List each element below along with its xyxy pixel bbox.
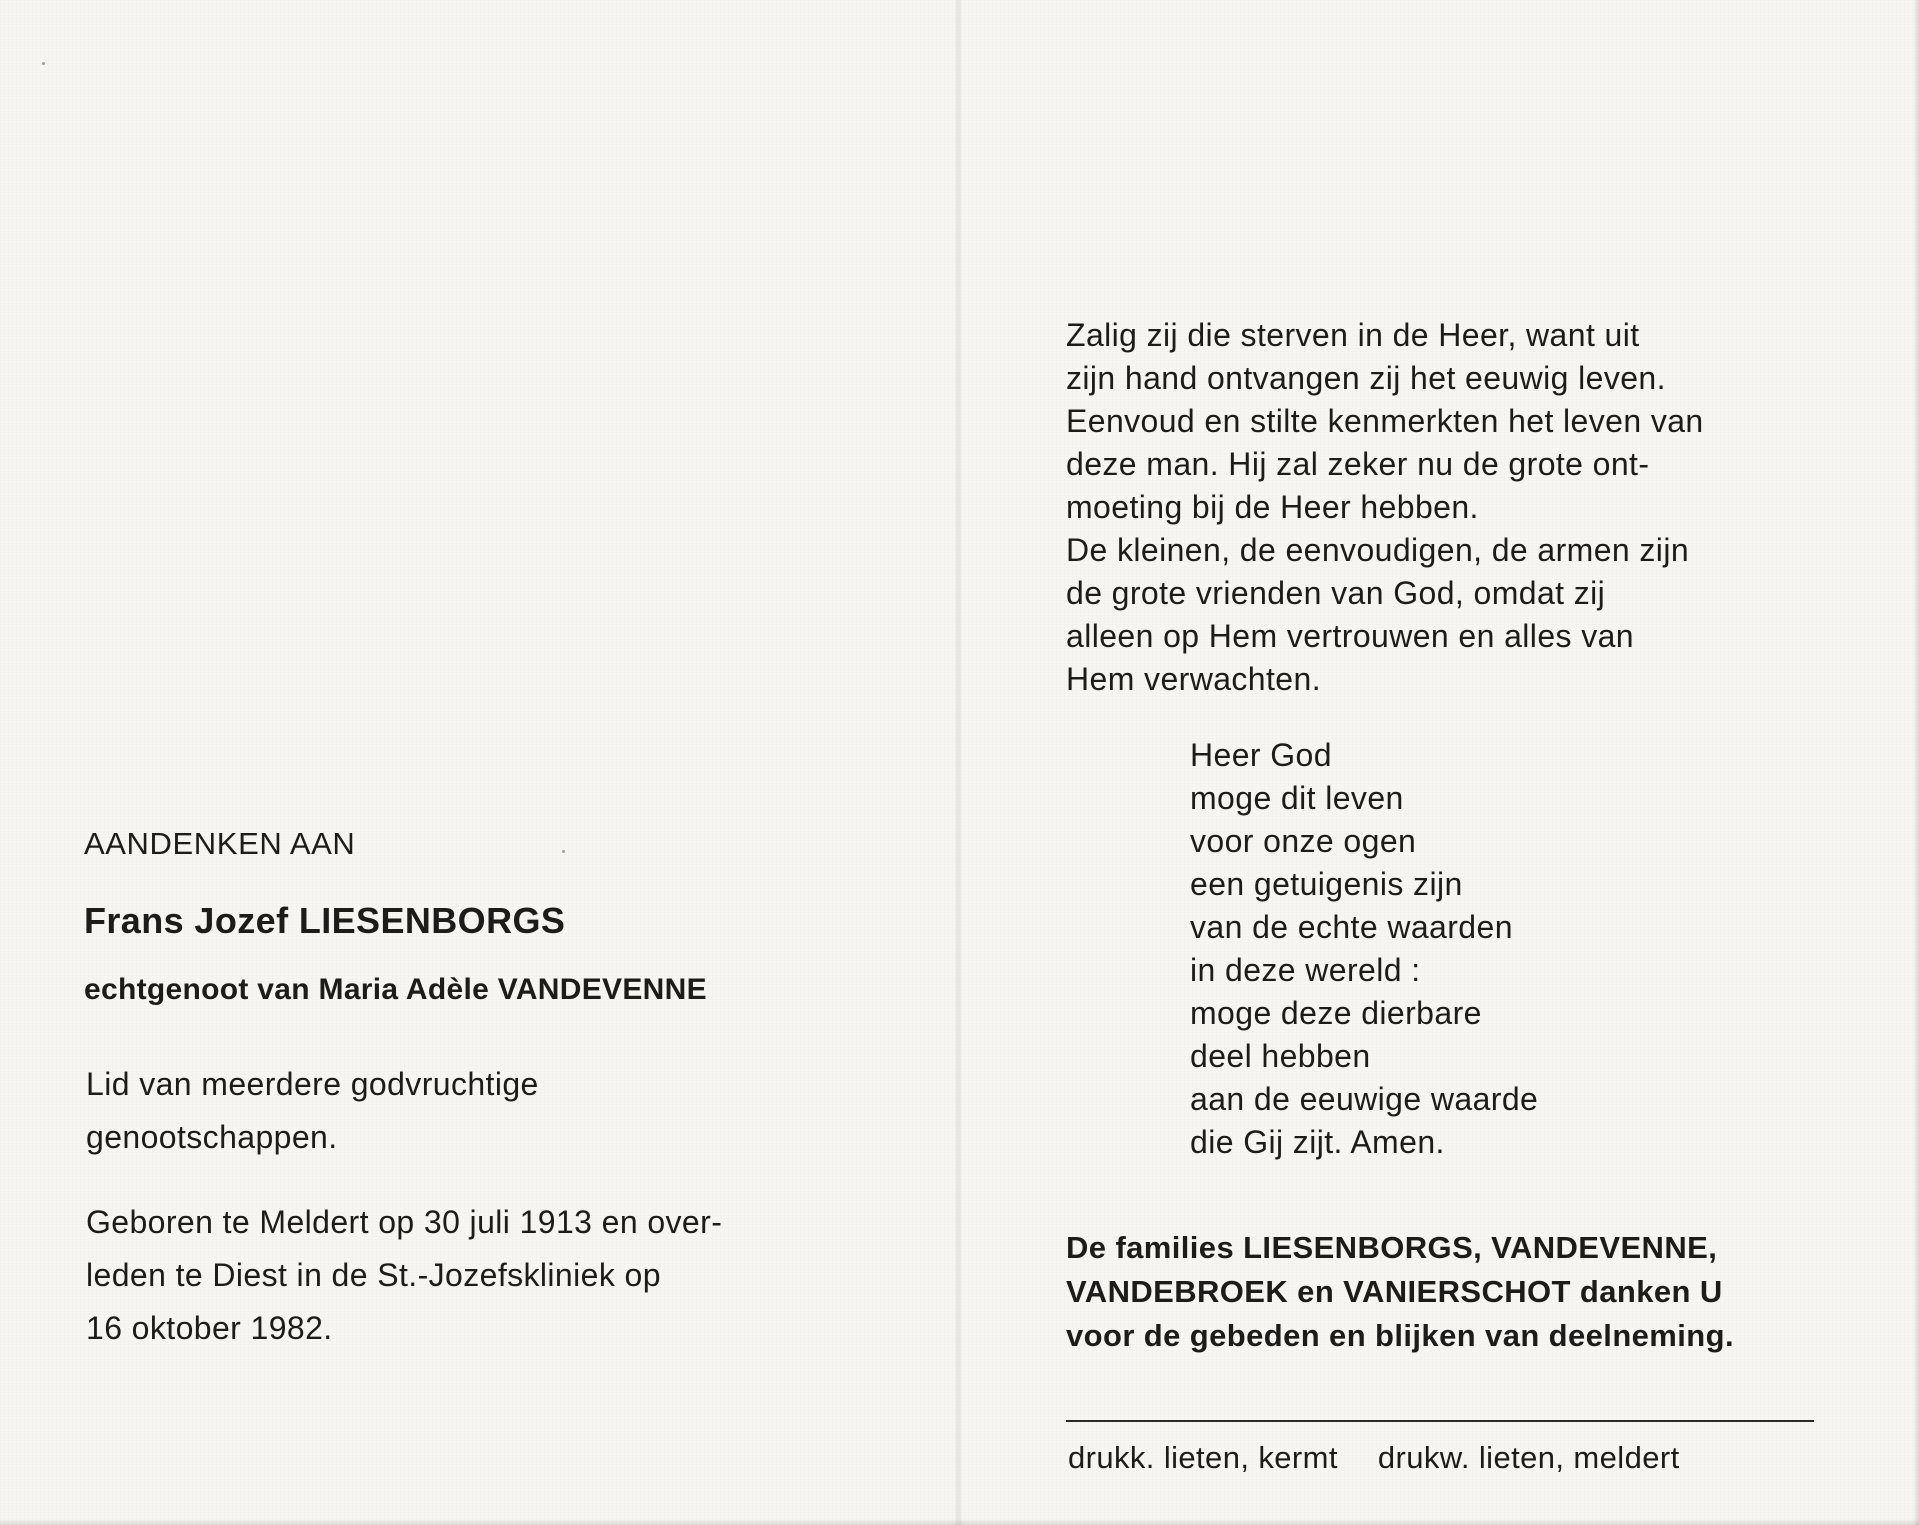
card-bottom-edge [0, 1519, 1919, 1525]
paper-speck [562, 850, 565, 853]
text-line: Eenvoud en stilte kenmerkten het leven van [1066, 403, 1704, 439]
text-line: VANDEBROEK en VANIERSCHOT danken U [1066, 1274, 1723, 1309]
text-line: De families LIESENBORGS, VANDEVENNE, [1066, 1230, 1718, 1265]
life-dates-text [86, 1196, 722, 1355]
prayer-line: van de echte waarden [1190, 909, 1513, 945]
text-line: zijn hand ontvangen zij het eeuwig leven. [1066, 360, 1666, 396]
spouse-line: echtgenoot van Maria Adèle VANDEVENNE [84, 973, 707, 1006]
prayer-text [1190, 734, 1538, 1164]
text-line: deze man. Hij zal zeker nu de grote ont- [1066, 446, 1650, 482]
printer-divider [1066, 1420, 1814, 1422]
printer-credit [1068, 1440, 1680, 1476]
text-line: moeting bij de Heer hebben. [1066, 489, 1479, 525]
text-line: leden te Diest in de St.-Jozefskliniek op [86, 1257, 661, 1293]
family-thanks-text [1066, 1226, 1734, 1358]
prayer-line: moge deze dierbare [1190, 995, 1482, 1031]
text-line: Hem verwachten. [1066, 661, 1321, 697]
prayer-line: moge dit leven [1190, 780, 1404, 816]
reflection-text [1066, 314, 1704, 701]
prayer-line: aan de eeuwige waarde [1190, 1081, 1539, 1117]
card-right-edge [1913, 0, 1919, 1525]
text-line: Geboren te Meldert op 30 juli 1913 en over- [86, 1204, 723, 1240]
text-line: de grote vrienden van God, omdat zij [1066, 575, 1606, 611]
prayer-line: in deze wereld : [1190, 952, 1421, 988]
text-line: genootschappen. [86, 1119, 338, 1155]
memorial-heading: AANDENKEN AAN [84, 826, 356, 861]
text-line: alleen op Hem vertrouwen en alles van [1066, 618, 1635, 654]
text-line: 16 oktober 1982. [86, 1310, 333, 1346]
text-line: Zalig zij die sterven in de Heer, want uit [1066, 317, 1640, 353]
deceased-name: Frans Jozef LIESENBORGS [84, 900, 566, 941]
text-line: De kleinen, de eenvoudigen, de armen zijn [1066, 532, 1690, 568]
printer-left: drukk. lieten, kermt [1068, 1440, 1338, 1475]
printer-right: drukw. lieten, meldert [1377, 1440, 1680, 1475]
prayer-line: een getuigenis zijn [1190, 866, 1463, 902]
text-line: voor de gebeden en blijken van deelneming. [1066, 1318, 1734, 1353]
prayer-line: voor onze ogen [1190, 823, 1417, 859]
text-line: Lid van meerdere godvruchtige [86, 1066, 539, 1102]
paper-speck [42, 62, 45, 65]
membership-text [86, 1058, 539, 1164]
prayer-line: Heer God [1190, 737, 1332, 773]
prayer-line: deel hebben [1190, 1038, 1371, 1074]
left-panel [0, 0, 955, 1525]
card-fold [955, 0, 962, 1525]
prayer-line: die Gij zijt. Amen. [1190, 1124, 1445, 1160]
